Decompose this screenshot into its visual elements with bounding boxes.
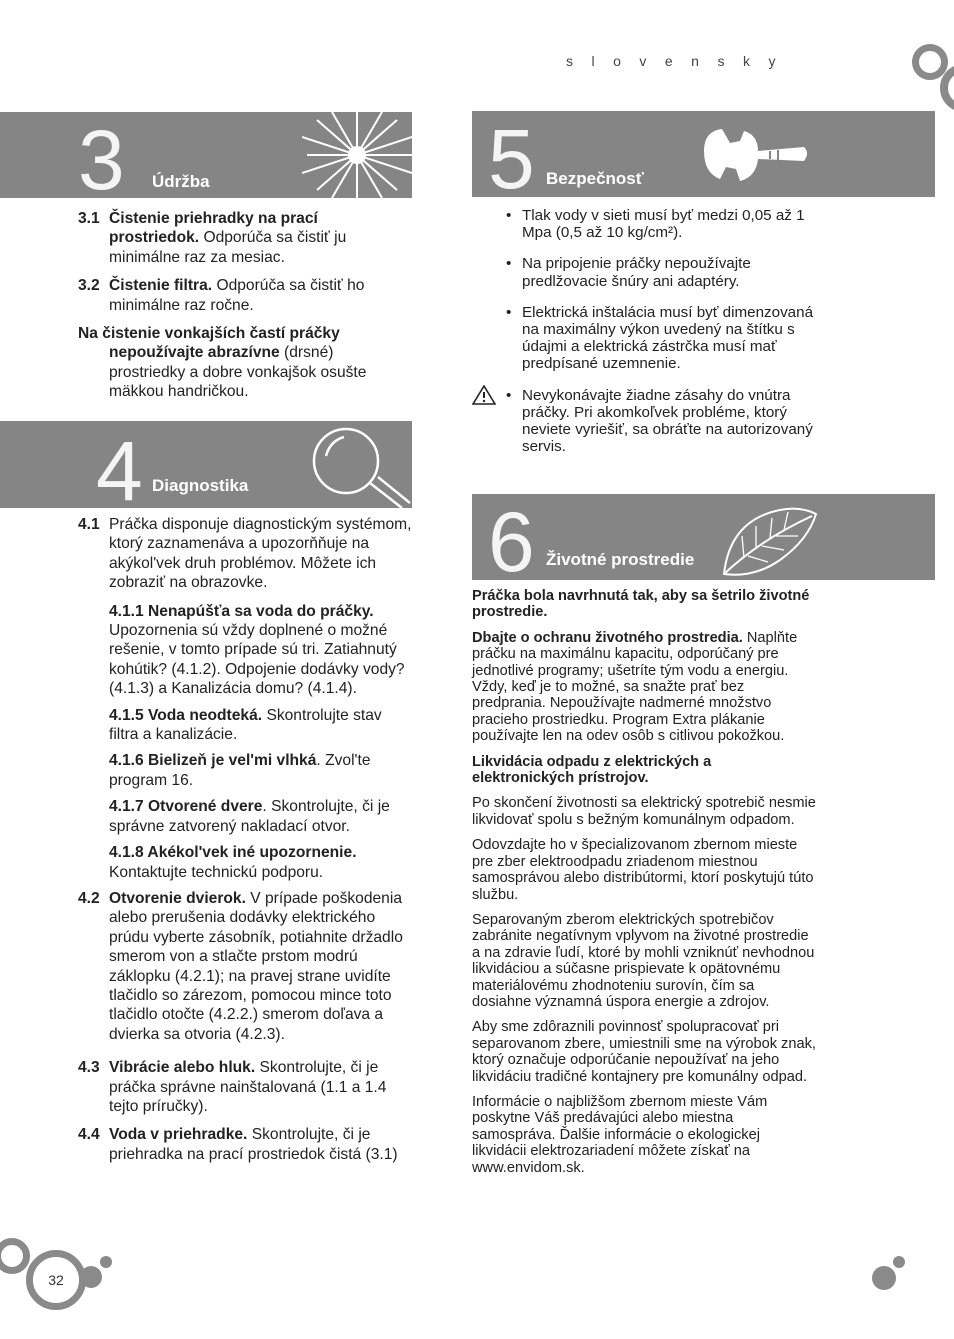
item-number: 4.4 xyxy=(78,1126,100,1144)
wrench-icon xyxy=(700,121,810,191)
paragraph: Po skončení životnosti sa elektrický spotrebič nesmie likvidovať spolu s bežným komunálnym odpadom. xyxy=(472,795,816,828)
sub-item xyxy=(78,797,412,836)
sub-text: . Skontrolujte, či je správne zatvorený nakladací otvor. xyxy=(109,798,390,835)
sub-text: Kontaktujte technickú podporu. xyxy=(109,863,324,881)
weee-heading: Likvidácia odpadu z elektrických a elektronických prístrojov. xyxy=(472,753,712,787)
bullet-text: Tlak vody v sieti musí byť medzi 0,05 až 1 Mpa (0,5 až 10 kg/cm²). xyxy=(522,207,805,242)
item-heading: Vibrácie alebo hluk. xyxy=(109,1059,256,1077)
section-3-banner xyxy=(0,112,412,198)
sub-item xyxy=(78,602,412,699)
sub-heading: 4.1.8 Akékol'vek iné upozornenie. xyxy=(109,844,357,862)
sub-heading: 4.1.1 Nenapúšťa sa voda do práčky. xyxy=(109,602,374,620)
item-number: 3.2 xyxy=(78,277,100,295)
list-item xyxy=(504,255,814,289)
magnifier-icon xyxy=(308,421,412,508)
item-text: Skontrolujte, či je priehradka na prací prostriedok čistá (3.1) xyxy=(109,1126,398,1163)
item-heading: Čistenie filtra. xyxy=(109,277,213,295)
decor-dot-bottom-left xyxy=(80,1266,102,1288)
list-item xyxy=(78,889,412,1044)
language-label: slovensky xyxy=(566,53,794,69)
item-text: Odporúča sa čistiť ju minimálne raz za mesiac. xyxy=(109,229,347,266)
paragraph xyxy=(472,630,816,745)
item-number: 4.2 xyxy=(78,889,100,907)
item-heading: Otvorenie dvierok. xyxy=(109,889,246,907)
leaf-icon xyxy=(720,500,820,580)
item-number: 4.1 xyxy=(78,516,100,533)
list-item xyxy=(78,1058,412,1116)
cleaning-note xyxy=(78,324,412,402)
sub-text: . Zvol'te program 16. xyxy=(109,752,371,789)
warning-icon xyxy=(472,385,496,405)
bullet-text: Nevykonávajte žiadne zásahy do vnútra práčky. Pri akomkoľvek probléme, ktorý neviete vyriešiť, sa obráťte na autorizovaný servis. xyxy=(522,386,813,456)
item-text: Skontrolujte, či je práčka správne nainštalovaná (1.1 a 1.4 tejto príručky). xyxy=(109,1059,387,1115)
note-text: (drsné) prostriedky a dobre vonkajšok osušte mäkkou handričkou. xyxy=(109,344,367,401)
bullet-icon: • xyxy=(506,255,512,273)
item-text: V prípade poškodenia alebo prerušenia dodávky elektrického prúdu vyberte zásobník, potiahnite držadlo smerom von a stlačte prstom modrú záklopku (4.2.1); na pravej strane uvidíte tlačidlo so zárezom, pomocou mince toto tlačidlo otočte (4.2.2.) smerom doľava a dvierka sa otvoria (4.2.3). xyxy=(109,889,403,1043)
bullet-icon: • xyxy=(506,386,512,404)
sub-item xyxy=(78,751,412,790)
sub-heading: 4.1.6 Bielizeň je vel'mi vlhká xyxy=(109,752,317,770)
section-5-banner xyxy=(472,111,935,197)
item-number: 3.1 xyxy=(78,210,100,227)
paragraph: Informácie o najbližšom zbernom mieste Vám poskytne Váš predávajúci alebo miestna samospráva. Ďalšie informácie o ekologickej likvidácii elektrozariadení môžete získať na www.envidom.sk. xyxy=(472,1093,768,1176)
sparkle-icon xyxy=(302,112,412,198)
paragraph-text: Naplňte práčku na maximálnu kapacitu, odporúčaný pre jednotlivé programy; ušetríte tým vodu a energiu. Vždy, keď je to možné, sa snažte prať bez predprania. Nepoužívajte nadmerné množstvo pracieho prostriedku. Program Extra plákanie používajte len na odev osôb s citlivou pokožkou. xyxy=(472,629,798,745)
bullet-icon: • xyxy=(506,303,512,321)
sub-text: Upozornenia sú vždy doplnené o možné rešenie, v tomto prípade sú tri. Zatiahnutý kohútik? (4.1.2). Odpojenie dodávky vody? (4.1.3) a Kanalizácia domu? (4.1.4). xyxy=(109,622,405,698)
paragraph: Odovzdajte ho v špecializovanom zbernom mieste pre zber elektroodpadu zriadenom miestnou samosprávou alebo distribútormi, ktorí poskytujú túto službu. xyxy=(472,837,814,903)
list-item xyxy=(504,304,814,373)
list-item xyxy=(78,276,412,315)
section-5-title: Bezpečnosť xyxy=(546,169,644,188)
sub-item xyxy=(78,843,412,882)
item-text: Práčka disponuje diagnostickým systémom, ktorý zaznamenáva a upozorňňuje na akýkol'vek druh problémov. Môžete ich zobraziť na obrazovke. xyxy=(109,516,412,592)
bullet-icon: • xyxy=(506,207,512,224)
section-6-number: 6 xyxy=(488,495,535,580)
section-6-title: Životné prostredie xyxy=(546,550,695,569)
section-6-banner xyxy=(472,494,935,580)
item-text: Odporúča sa čistiť ho minimálne raz ročne. xyxy=(109,277,365,314)
item-heading: Čistenie priehradky na prací prostriedok. xyxy=(109,210,318,247)
section-5-content xyxy=(504,207,814,469)
sub-text: Skontrolujte stav filtra a kanalizácie. xyxy=(109,706,382,744)
paragraph-heading: Dbajte o ochranu životného prostredia. xyxy=(472,629,743,646)
section-6-content xyxy=(472,588,816,1185)
section-3-content xyxy=(78,209,412,411)
decor-dot-bottom-right xyxy=(872,1266,896,1290)
list-item xyxy=(504,387,814,456)
section-5-number: 5 xyxy=(488,112,535,197)
intro-paragraph xyxy=(472,588,816,621)
list-item xyxy=(78,209,412,267)
decor-circle-bottom-left-ring xyxy=(0,1238,30,1274)
item-heading: Voda v priehradke. xyxy=(109,1126,248,1144)
sub-item xyxy=(78,706,412,745)
list-item xyxy=(78,1125,412,1164)
intro-text: Práčka bola navrhnutá tak, aby sa šetrilo životné prostredie. xyxy=(472,588,810,621)
page-number: 32 xyxy=(48,1272,64,1288)
section-4-banner xyxy=(0,421,412,508)
decor-dot-bottom-right-small xyxy=(893,1256,905,1268)
bullet-text: Na pripojenie práčky nepoužívajte predlžovacie šnúry ani adaptéry. xyxy=(522,255,751,290)
section-4-number: 4 xyxy=(96,424,143,508)
section-4-content xyxy=(78,515,412,1173)
sub-heading: 4.1.5 Voda neodteká. xyxy=(109,706,263,724)
section-3-title: Údržba xyxy=(152,172,210,191)
sub-heading: 4.1.7 Otvorené dvere xyxy=(109,798,263,816)
paragraph xyxy=(472,754,816,787)
note-heading: Na čistenie vonkajších častí práčky nepoužívajte abrazívne xyxy=(78,325,340,362)
list-item xyxy=(504,207,814,241)
decor-dot-bottom-left-small xyxy=(100,1256,112,1268)
paragraph: Aby sme zdôraznili povinnosť spolupracovať pri separovanom zbere, umiestnili sme na výrobok znak, ktorý označuje odporúčanie nepoužívať na jeho likvidáciu tradičné kontajnery pre komunálny odpad. xyxy=(472,1019,816,1085)
paragraph: Separovaným zberom elektrických spotrebičov zabránite negatívnym vplyvom na životné prostredie a na zdravie ľudí, ktoré by mohli vzniknúť nevhodnou likvidáciou a súčasne prispievate k opätovnému materiálovému zhodnoteniu surovín, čím sa dosiahne významná úspora energie a zdrojov. xyxy=(472,911,815,1010)
item-number: 4.3 xyxy=(78,1059,100,1077)
list-item xyxy=(78,515,412,593)
section-4-title: Diagnostika xyxy=(152,476,249,495)
section-3-number: 3 xyxy=(78,113,125,198)
bullet-text: Elektrická inštalácia musí byť dimenzovaná na maximálny výkon uvedený na štítku s údajmi a elektrická zástrčka musí mať predpísané uzemnenie. xyxy=(522,303,814,373)
